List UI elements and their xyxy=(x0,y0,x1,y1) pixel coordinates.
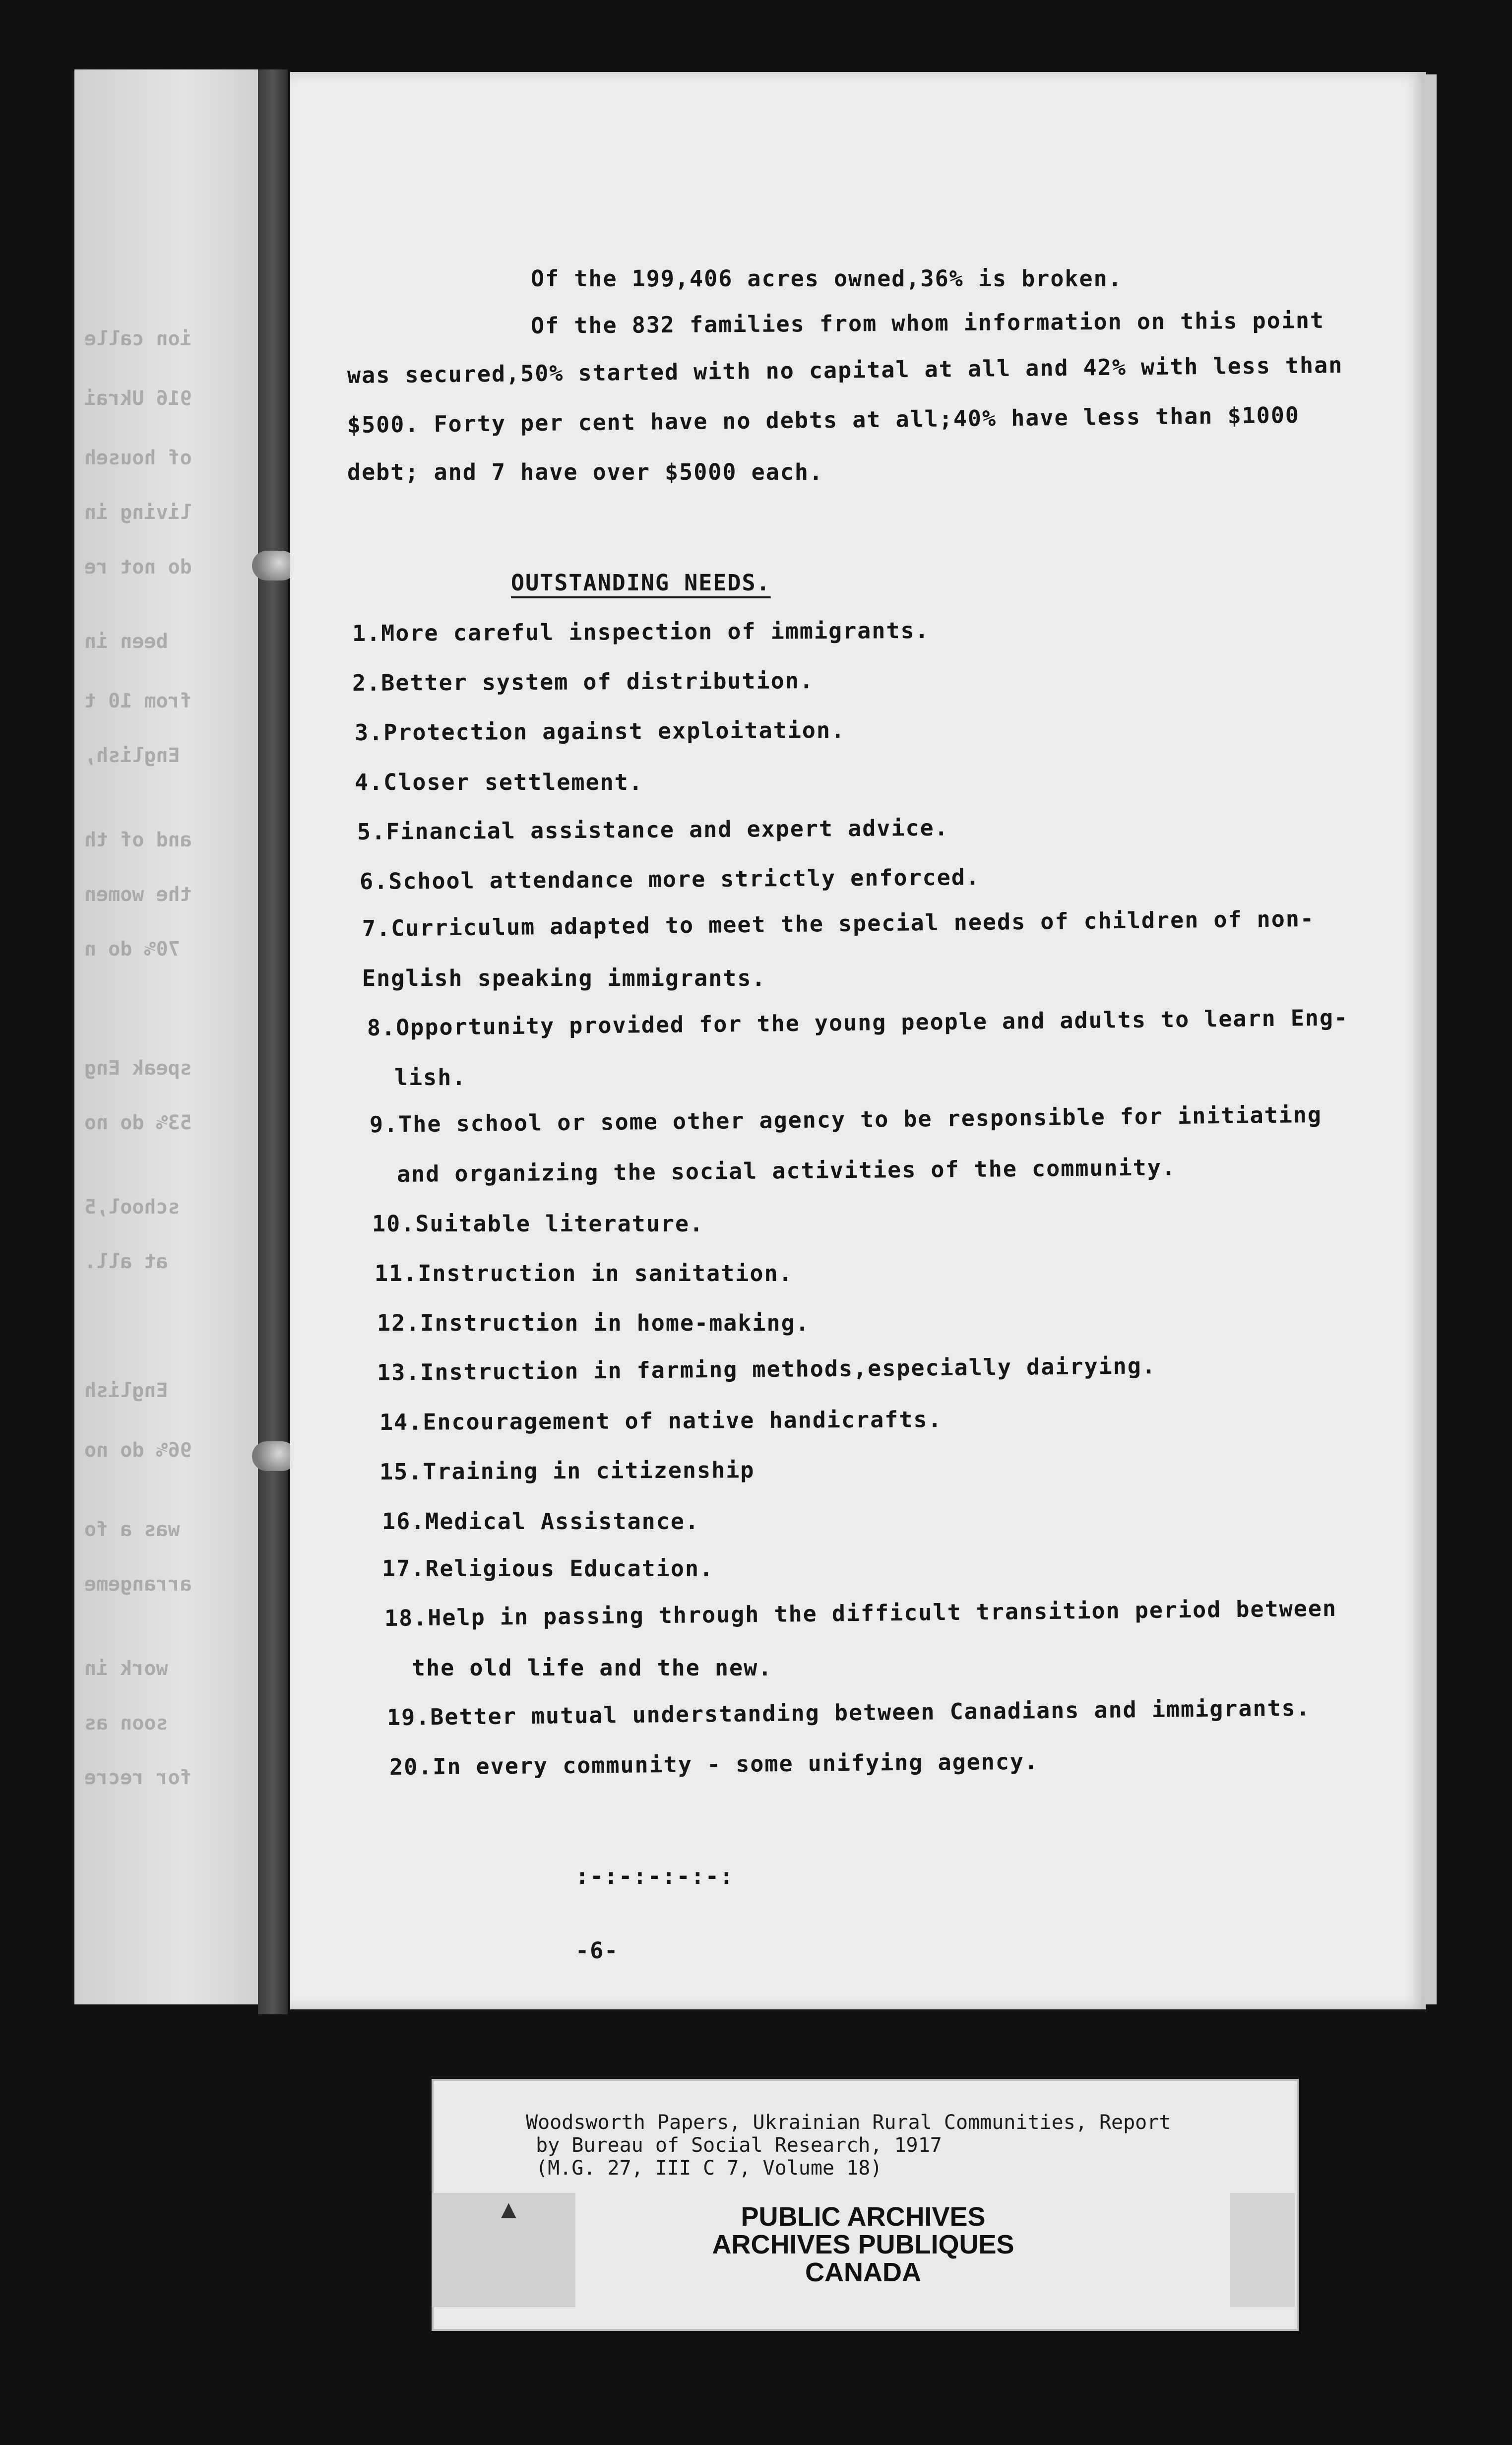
need-item: 9.The school or some other agency to be responsible for initiating xyxy=(369,1101,1323,1138)
intro-line: Of the 199,406 acres owned,36% is broken. xyxy=(531,265,1123,292)
bleed-through-line: English, xyxy=(84,744,180,767)
binding-spine xyxy=(258,69,288,2014)
need-item: 13.Instruction in farming methods,especially dairying. xyxy=(377,1352,1157,1386)
need-item: 11.Instruction in sanitation. xyxy=(375,1260,793,1287)
intro-line: was secured,50% started with no capital at all and 42% with less than xyxy=(347,351,1343,388)
bleed-through-line: soon as xyxy=(84,1712,168,1735)
stamp-line: PUBLIC ARCHIVES xyxy=(741,2202,986,2232)
page-edge xyxy=(1424,74,1437,2004)
citation-line: (M.G. 27, III C 7, Volume 18) xyxy=(536,2157,882,2180)
bleed-through-line: work in xyxy=(84,1657,168,1680)
bleed-through-line: of househ xyxy=(84,447,192,469)
section-heading: OUTSTANDING NEEDS. xyxy=(511,570,771,596)
need-item: 6.School attendance more strictly enforced. xyxy=(359,864,981,895)
need-item: 7.Curriculum adapted to meet the special needs of children of non- xyxy=(362,905,1315,942)
bleed-through-line: 916 Ukrai xyxy=(84,387,192,410)
archive-citation xyxy=(526,2111,1270,2180)
bleed-through-line: at all. xyxy=(84,1250,168,1273)
intro-line: $500. Forty per cent have no debts at all;40% have less than $1000 xyxy=(347,401,1300,438)
need-item: 15.Training in citizenship xyxy=(379,1457,755,1485)
bleed-through-line: speak Eng xyxy=(84,1057,192,1080)
bleed-through-line: do not re xyxy=(84,556,192,579)
need-item: and organizing the social activities of the community. xyxy=(396,1154,1177,1187)
need-item: 5.Financial assistance and expert advice. xyxy=(357,814,949,845)
facing-page-bleed-through xyxy=(74,69,258,2004)
need-item: 8.Opportunity provided for the young people and adults to learn Eng- xyxy=(367,1004,1349,1041)
stamp-line: ARCHIVES PUBLIQUES xyxy=(712,2230,1014,2259)
bleed-through-line: for recre xyxy=(84,1766,192,1789)
need-item: the old life and the new. xyxy=(412,1655,773,1681)
need-item: 10.Suitable literature. xyxy=(372,1211,704,1237)
intro-line: Of the 832 families from whom information on this point xyxy=(530,307,1325,339)
need-item: 14.Encouragement of native handicrafts. xyxy=(379,1406,943,1435)
bleed-through-line: was a fo xyxy=(84,1518,180,1541)
bleed-through-line: 70% do n xyxy=(84,938,180,961)
pointer-arrow-icon: ▲ xyxy=(501,2198,516,2221)
bleed-through-line: the women xyxy=(84,883,192,906)
bleed-through-line: 96% do no xyxy=(84,1439,192,1462)
label-holder-right xyxy=(1230,2193,1295,2307)
bleed-through-line: 53% do no xyxy=(84,1111,192,1134)
section-separator: :-:-:-:-:-: xyxy=(575,1863,735,1889)
need-item: 2.Better system of distribution. xyxy=(352,667,815,696)
citation-line: by Bureau of Social Research, 1917 xyxy=(536,2134,942,2157)
bleed-through-line: living in xyxy=(84,501,192,524)
bleed-through-line: been in xyxy=(84,630,168,653)
archive-stamp xyxy=(625,2203,1101,2286)
need-item: 16.Medical Assistance. xyxy=(382,1508,700,1535)
intro-line: debt; and 7 have over $5000 each. xyxy=(347,459,824,485)
page-number: -6- xyxy=(575,1937,619,1964)
bleed-through-line: and of th xyxy=(84,829,192,851)
need-item: 18.Help in passing through the difficult transition period between xyxy=(384,1595,1337,1631)
bleed-through-line: ion calle xyxy=(84,327,192,350)
need-item: lish. xyxy=(394,1064,467,1091)
bleed-through-line: English xyxy=(84,1379,168,1402)
bleed-through-line: arrangeme xyxy=(84,1573,192,1596)
need-item: English speaking immigrants. xyxy=(362,965,766,991)
need-item: 12.Instruction in home-making. xyxy=(377,1310,810,1336)
need-item: 3.Protection against exploitation. xyxy=(354,716,846,746)
stamp-line: CANADA xyxy=(805,2257,921,2287)
bleed-through-line: school,5 xyxy=(84,1196,180,1219)
need-item: 20.In every community - some unifying agency. xyxy=(389,1748,1039,1780)
need-item: 19.Better mutual understanding between Canadians and immigrants. xyxy=(386,1694,1311,1731)
need-item: 17.Religious Education. xyxy=(382,1555,714,1582)
citation-line: Woodsworth Papers, Ukrainian Rural Communities, Report xyxy=(526,2111,1171,2134)
need-item: 4.Closer settlement. xyxy=(355,769,643,795)
need-item: 1.More careful inspection of immigrants. xyxy=(352,617,930,646)
bleed-through-line: from 10 t xyxy=(84,690,192,712)
